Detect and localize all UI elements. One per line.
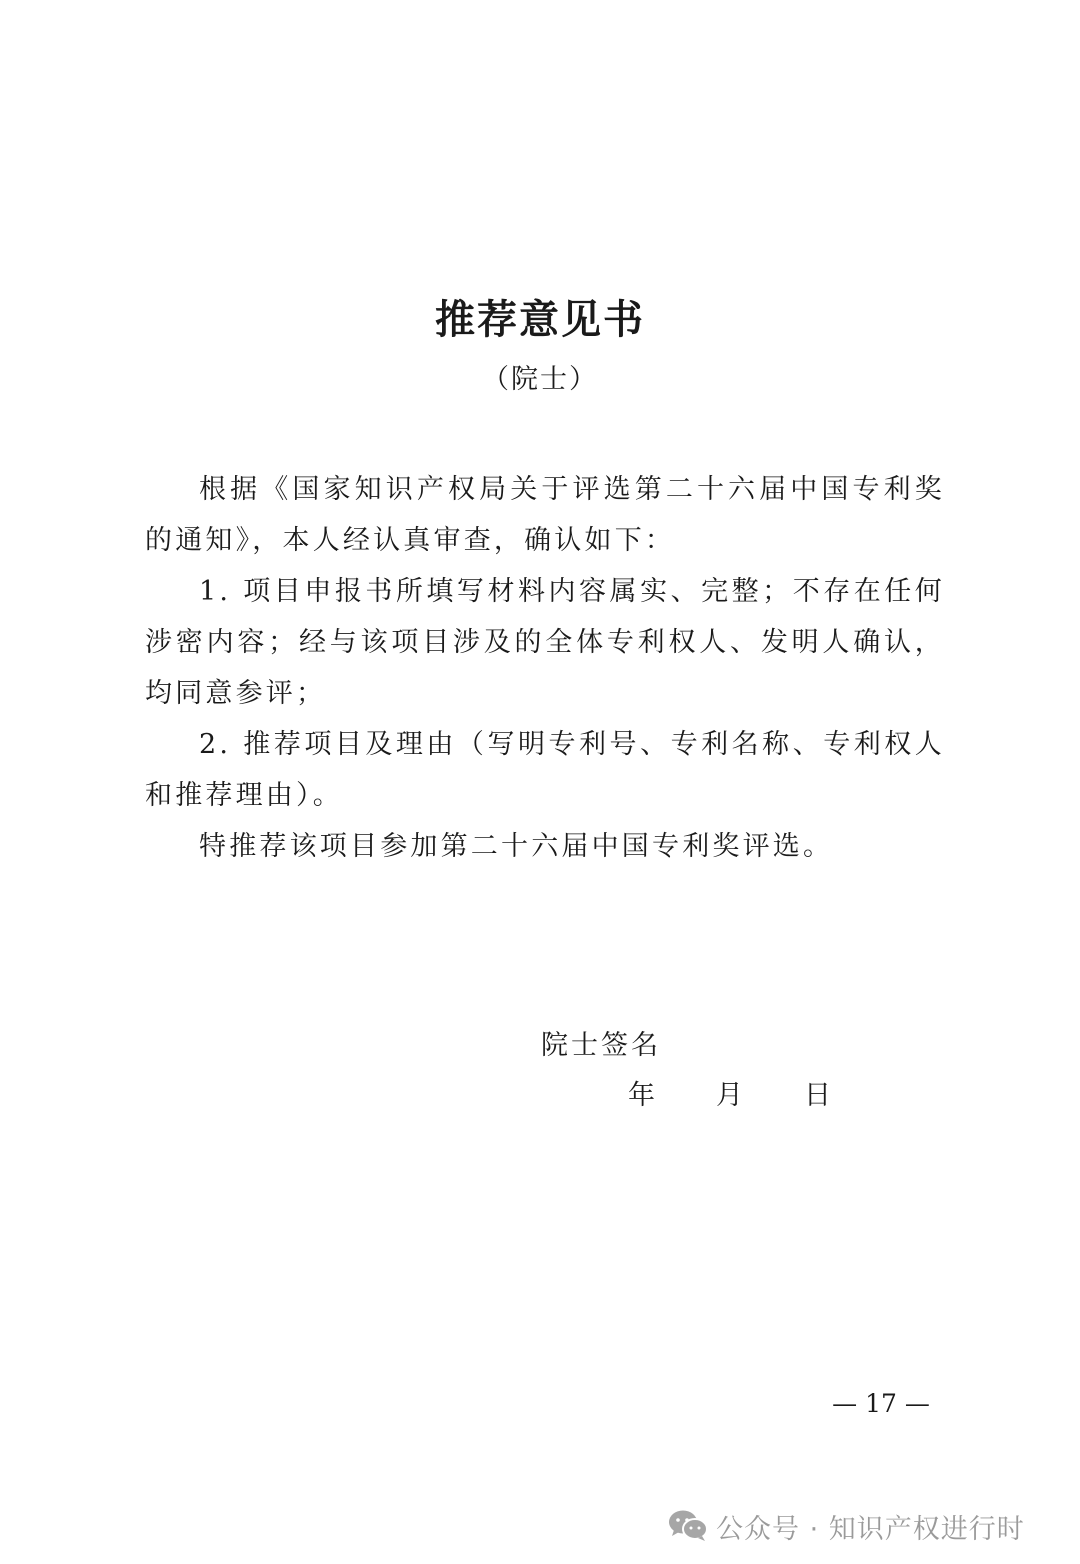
signature-label: 院士签名 [541, 1030, 661, 1061]
paragraph-item-1: 1. 项目申报书所填写材料内容属实、完整；不存在任何涉密内容；经与该项目涉及的全体专利权人、发明人确认，均同意参评； [145, 576, 945, 709]
page-number: — 17 — [832, 1389, 930, 1418]
watermark [668, 1502, 1025, 1550]
wechat-icon [668, 1509, 708, 1543]
document-body [145, 464, 945, 872]
date-day-label: 日 [804, 1080, 831, 1111]
document-subtitle: （院士） [482, 364, 598, 395]
date-year-label: 年 [628, 1080, 655, 1111]
date-line [628, 1074, 831, 1118]
watermark-text: 公众号 · 知识产权进行时 [716, 1513, 1025, 1545]
date-month-label: 月 [716, 1080, 743, 1111]
paragraph-intro: 根据《国家知识产权局关于评选第二十六届中国专利奖的通知》，本人经认真审查，确认如下： [145, 474, 945, 556]
document-title: 推荐意见书 [435, 296, 645, 343]
paragraph-item-2: 2. 推荐项目及理由（写明专利号、专利名称、专利权人和推荐理由）。 [145, 729, 945, 811]
paragraph-closing: 特推荐该项目参加第二十六届中国专利奖评选。 [199, 831, 834, 862]
